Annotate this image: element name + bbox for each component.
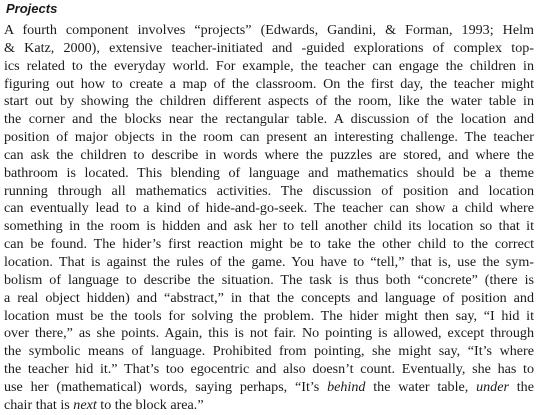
- paragraph-line-18: over there,” as she points. Again, this is not fair. No pointing is allowed, except through: [4, 325, 534, 342]
- paragraph-line-14: location. That is against the rules of the game. You have to “tell,” that is, use the sym-: [4, 253, 534, 270]
- emphasis-next: next: [73, 396, 97, 413]
- paragraph-line-11: can eventually lead to a kind of hide-and-go-seek. The teacher can show a child where: [4, 200, 534, 217]
- paragraph-line-19: the symbolic means of language. Prohibited from pointing, she might say, “It’s where: [4, 343, 534, 360]
- line21-text-a: use her (mathematical) words, saying perhaps, “It’s: [4, 378, 328, 395]
- paragraph-line-21: [4, 379, 534, 397]
- line21-text-b: the water table,: [365, 378, 477, 395]
- line21-text-c: the: [508, 378, 534, 395]
- paragraph-line-5: start out by showing the children different aspects of the room, like the water table in: [4, 93, 534, 110]
- paragraph-line-2: & Katz, 2000), extensive teacher-initiated and -guided explorations of complex top-: [4, 39, 534, 56]
- paragraph-line-6: the corner and the blocks near the rectangular table. A discussion of the location and: [4, 111, 534, 128]
- paragraph-line-7: position of major objects in the room can present an interesting challenge. The teacher: [4, 129, 534, 146]
- paragraph-line-10: running through all mathematics activities. The discussion of position and location: [4, 182, 534, 199]
- paragraph-line-8: can ask the children to describe in words where the puzzles are stored, and where the: [4, 146, 534, 163]
- paragraph-line-3: ics related to the everyday world. For example, the teacher can engage the children in: [4, 57, 534, 74]
- section-heading: Projects: [6, 1, 58, 16]
- paragraph-line-1: A fourth component involves “projects” (Edwards, Gandini, & Forman, 1993; Helm: [4, 22, 534, 38]
- document-page: [4, 0, 534, 415]
- paragraph-line-16: a real object hidden) and “abstract,” in that the concepts and language of position and: [4, 289, 534, 306]
- body-paragraph: [4, 22, 534, 415]
- paragraph-line-12: something in the room is hidden and ask her to tell another child its location so that it: [4, 218, 534, 235]
- emphasis-under: under: [476, 378, 509, 395]
- paragraph-line-15: bolism of language to describe the situation. The task is thus both “concrete” (there is: [4, 271, 534, 288]
- line22-text-b: to the block area.”: [96, 396, 204, 413]
- emphasis-behind: behind: [327, 378, 366, 395]
- paragraph-line-20: the teacher hid it.” That’s too egocentric and also doesn’t count. Eventually, she has to: [4, 361, 534, 378]
- paragraph-line-9: bathroom is located. This blending of language and mathematics should be a theme: [4, 164, 534, 181]
- line22-text-a: chair that is: [4, 396, 74, 413]
- paragraph-line-4: figuring out how to create a map of the classroom. On the first day, the teacher might: [4, 75, 534, 92]
- paragraph-line-17: location must be the tools for solving the problem. The hider might then say, “I hid it: [4, 307, 534, 324]
- paragraph-line-13: can be found. The hider’s first reaction might be to take the other child to the correct: [4, 236, 534, 253]
